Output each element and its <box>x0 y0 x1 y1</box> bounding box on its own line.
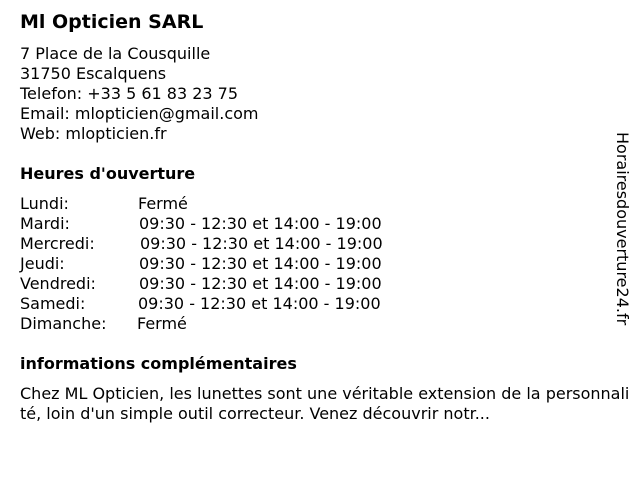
hours-row-lundi <box>20 194 460 214</box>
hours-time-value: 09:30 - 12:30 et 14:00 - 19:00 <box>139 214 382 233</box>
hours-row-mercredi <box>20 234 460 254</box>
hours-row-jeudi <box>20 254 460 274</box>
hours-day-label: Dimanche: <box>20 314 107 333</box>
hours-day-label: Mercredi: <box>20 234 95 253</box>
opening-hours-heading: Heures d'ouverture <box>20 164 196 183</box>
hours-time-value: 09:30 - 12:30 et 14:00 - 19:00 <box>140 234 383 253</box>
opening-hours-table <box>20 194 460 334</box>
site-watermark <box>610 132 634 346</box>
hours-day-label: Vendredi: <box>20 274 96 293</box>
hours-row-dimanche <box>20 314 460 334</box>
email-address: Email: mlopticien@gmail.com <box>20 104 259 123</box>
website: Web: mlopticien.fr <box>20 124 167 143</box>
hours-time-value: 09:30 - 12:30 et 14:00 - 19:00 <box>138 294 381 313</box>
hours-time-value: Fermé <box>137 314 187 333</box>
business-name: Ml Opticien SARL <box>20 11 204 33</box>
address-line-2: 31750 Escalquens <box>20 64 167 83</box>
hours-row-samedi <box>20 294 460 314</box>
hours-time-value: Fermé <box>138 194 188 213</box>
additional-info-heading: informations complémentaires <box>20 354 297 373</box>
hours-row-vendredi <box>20 274 460 294</box>
hours-row-mardi <box>20 214 460 234</box>
additional-info-text: Chez ML Opticien, les lunettes sont une véritable extension de la personnalité, loin d'un simple outil correcteur. Venez découvrir notr... <box>20 384 630 423</box>
hours-time-value: 09:30 - 12:30 et 14:00 - 19:00 <box>139 274 382 293</box>
hours-time-value: 09:30 - 12:30 et 14:00 - 19:00 <box>139 254 382 273</box>
hours-day-label: Mardi: <box>20 214 70 233</box>
address-line-1: 7 Place de la Cousquille <box>20 44 211 63</box>
hours-day-label: Samedi: <box>20 294 86 313</box>
contact-block <box>20 44 258 144</box>
hours-day-label: Lundi: <box>20 194 69 213</box>
phone-number: Telefon: +33 5 61 83 23 75 <box>20 84 239 103</box>
hours-day-label: Jeudi: <box>20 254 65 273</box>
site-watermark-text: Horairesdouverture24.fr <box>613 132 632 326</box>
